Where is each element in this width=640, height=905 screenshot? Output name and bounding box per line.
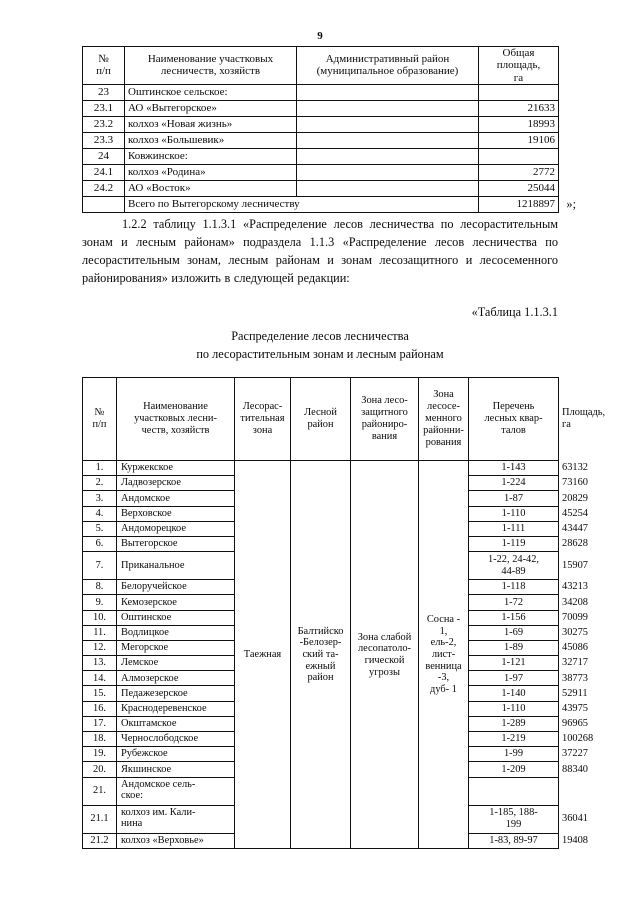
cell-number: 19. [83, 747, 117, 762]
cell-district [297, 148, 479, 164]
cell-quarters: 1-185, 188- 199 [469, 805, 559, 833]
cell-number: 10. [83, 610, 117, 625]
closing-quote-mark: »; [566, 197, 576, 211]
cell-number: 12. [83, 640, 117, 655]
table-body [83, 461, 594, 849]
header-cell-name: Наименование участковых лесни- честв, хозяйств [117, 378, 235, 461]
page-number: 9 [317, 30, 323, 42]
cell-name: Лемское [117, 656, 235, 671]
cell-number: 15. [83, 686, 117, 701]
table-row: 12. Мегорское 1-89 45086 [83, 640, 559, 655]
cell-protection-zoning: Зона слабой лесопатоло- гической угрозы [351, 461, 419, 849]
cell-district [297, 164, 479, 180]
table-row: 9. Кемозерское 1-72 34208 [83, 595, 559, 610]
table-row [83, 164, 559, 180]
cell-quarters [469, 777, 559, 805]
cell-name: колхоз «Большевик» [125, 132, 297, 148]
header-cell-number: № п/п [83, 378, 117, 461]
cell-quarters: 1-69 [469, 625, 559, 640]
cell-area: 2772 [479, 164, 559, 180]
cell-quarters: 1-83, 89-97 [469, 833, 559, 848]
cell-quarters: 1-118 [469, 580, 559, 595]
cell-district [297, 132, 479, 148]
header-cell-vegetation-zone: Лесорас- тительная зона [235, 378, 291, 461]
table-row: 18. Чернослободское 1-219 100268 [83, 732, 559, 747]
table-row: 14. Алмозерское 1-97 38773 [83, 671, 559, 686]
cell-quarters: 1-97 [469, 671, 559, 686]
cell-quarters: 1-99 [469, 747, 559, 762]
cell-number: 5. [83, 521, 117, 536]
cell-name: Якшинское [117, 762, 235, 777]
table-participating-forestries-continuation [82, 46, 559, 213]
cell-quarters: 1-140 [469, 686, 559, 701]
cell-name: АО «Восток» [125, 180, 297, 196]
cell-district [297, 84, 479, 100]
cell-quarters: 1-119 [469, 536, 559, 551]
cell-quarters: 1-143 [469, 461, 559, 476]
table-body [83, 84, 559, 212]
cell-number: 23 [83, 84, 125, 100]
cell-area: 25044 [479, 180, 559, 196]
table-row: 5. Андоморецкое 1-111 43447 [83, 521, 559, 536]
table-row: 4. Верховское 1-110 45254 [83, 506, 559, 521]
cell-number: 20. [83, 762, 117, 777]
cell-area: 18993 [479, 116, 559, 132]
cell-number: 11. [83, 625, 117, 640]
cell-name: Верховское [117, 506, 235, 521]
cell-number: 4. [83, 506, 117, 521]
cell-total-label: Всего по Вытегорскому лесничеству [125, 196, 479, 212]
cell-number: 21. [83, 777, 117, 805]
cell-name: АО «Вытегорское» [125, 100, 297, 116]
header-cell-protection-zoning: Зона лесо- защитного райониро- вания [351, 378, 419, 461]
cell-number: 6. [83, 536, 117, 551]
table-row: 17. Окштамское 1-289 96965 [83, 716, 559, 731]
cell-number: 16. [83, 701, 117, 716]
cell-district [297, 180, 479, 196]
cell-area [479, 84, 559, 100]
table-row [83, 100, 559, 116]
table-row: 3. Андомское 1-87 20829 [83, 491, 559, 506]
cell-number: 14. [83, 671, 117, 686]
table-header-row: № п/п Наименование участковых лесни- честв, хозяйств Лесорас- тительная зона Лесной район Зона лесо- защитного райониро- вания Зона лесосе- менного районни- рования Перечень лесных квар- талов Площадь, га [83, 378, 559, 461]
header-cell-seed-zoning: Зона лесосе- менного районни- рования [419, 378, 469, 461]
cell-name: Чернослободское [117, 732, 235, 747]
cell-area [479, 148, 559, 164]
cell-number: 21.1 [83, 805, 117, 833]
cell-name: Ладвозерское [117, 476, 235, 491]
cell-quarters: 1-110 [469, 701, 559, 716]
table-title: Распределение лесов лесничества по лесорастительным зонам и лесным районам [196, 329, 444, 362]
cell-name: Ковжинское: [125, 148, 297, 164]
cell-vegetation-zone: Таежная [235, 461, 291, 849]
table-row: 19. Рубежское 1-99 37227 [83, 747, 559, 762]
cell-number: 8. [83, 580, 117, 595]
cell-name: Мегорское [117, 640, 235, 655]
cell-number: 7. [83, 552, 117, 580]
table-row: 6. Вытегорское 1-119 28628 [83, 536, 559, 551]
table-forest-distribution [82, 377, 606, 849]
cell-number: 2. [83, 476, 117, 491]
cell-name: Андомское сель- ское: [117, 777, 235, 805]
header-cell-district: Административный район (муниципальное образование) [297, 47, 479, 85]
cell-name: Оштинское [117, 610, 235, 625]
table-row: 1. Куржекское Таежная Балтийско -Белозер- ский та- ежный район Зона слабой лесопатоло- гической угрозы Сосна - 1, ель-2, лист- венница -3, дуб- 1 1-143 63132 [83, 461, 559, 476]
table-row [83, 132, 559, 148]
cell-name: Приканальное [117, 552, 235, 580]
cell-quarters: 1-87 [469, 491, 559, 506]
cell-name: Алмозерское [117, 671, 235, 686]
cell-number: 23.1 [83, 100, 125, 116]
cell-name: колхоз «Родина» [125, 164, 297, 180]
cell-number: 3. [83, 491, 117, 506]
header-cell-area: Общая площадь, га [479, 47, 559, 85]
cell-district [297, 100, 479, 116]
cell-name: Кемозерское [117, 595, 235, 610]
cell-number: 23.2 [83, 116, 125, 132]
header-cell-forest-region: Лесной район [291, 378, 351, 461]
table-row: 7. Приканальное 1-22, 24-42, 44-89 15907 [83, 552, 559, 580]
table-row: 20. Якшинское 1-209 88340 [83, 762, 559, 777]
header-cell-quarters: Перечень лесных квар- талов [469, 378, 559, 461]
table-row: 21.2 колхоз «Верховье» 1-83, 89-97 19408 [83, 833, 559, 848]
cell-number: 18. [83, 732, 117, 747]
table-row [83, 116, 559, 132]
table-row [83, 148, 559, 164]
cell-number: 9. [83, 595, 117, 610]
cell-quarters: 1-111 [469, 521, 559, 536]
cell-number: 1. [83, 461, 117, 476]
cell-name: Андомское [117, 491, 235, 506]
cell-quarters: 1-72 [469, 595, 559, 610]
cell-number: 23.3 [83, 132, 125, 148]
cell-number: 21.2 [83, 833, 117, 848]
table-row: 16. Краснодеревенское 1-110 43975 [83, 701, 559, 716]
cell-name: Краснодеревенское [117, 701, 235, 716]
cell-name: Рубежское [117, 747, 235, 762]
cell-name: колхоз «Верховье» [117, 833, 235, 848]
cell-number: 24.1 [83, 164, 125, 180]
table-row: 10. Оштинское 1-156 70099 [83, 610, 559, 625]
amendment-paragraph: 1.2.2 таблицу 1.1.3.1 «Распределение лесов лесничества по лесорастительным зонам и лесным районам» подраздела 1.1.3 «Распределение лесов лесничества по лесорастительным зонам, лесным районам и зонам лесозащитного и лесосеменного районирования» изложить в следующей редакции: [82, 217, 558, 285]
cell-name: Андоморецкое [117, 521, 235, 536]
table-row: 11. Водлицкое 1-69 30275 [83, 625, 559, 640]
table-row: 8. Белоручейское 1-118 43213 [83, 580, 559, 595]
cell-quarters: 1-224 [469, 476, 559, 491]
cell-quarters: 1-209 [469, 762, 559, 777]
cell-quarters: 1-289 [469, 716, 559, 731]
table-row: 21.1 колхоз им. Кали- нина 1-185, 188- 199 36041 [83, 805, 559, 833]
table-reference-label: «Таблица 1.1.3.1 [471, 305, 558, 319]
cell-name: Белоручейское [117, 580, 235, 595]
cell-area: 19106 [479, 132, 559, 148]
cell-total-area: 1218897 [479, 196, 559, 212]
cell-seed-zoning: Сосна - 1, ель-2, лист- венница -3, дуб- 1 [419, 461, 469, 849]
table-row: 13. Лемское 1-121 32717 [83, 656, 559, 671]
table-row [83, 180, 559, 196]
cell-forest-region: Балтийско -Белозер- ский та- ежный район [291, 461, 351, 849]
cell-number: 13. [83, 656, 117, 671]
cell-name: Окштамское [117, 716, 235, 731]
cell-quarters: 1-121 [469, 656, 559, 671]
cell-name: Водлицкое [117, 625, 235, 640]
cell-quarters: 1-219 [469, 732, 559, 747]
cell-district [297, 116, 479, 132]
cell-name: Оштинское сельское: [125, 84, 297, 100]
table-row: 2. Ладвозерское 1-224 73160 [83, 476, 559, 491]
cell-name: колхоз «Новая жизнь» [125, 116, 297, 132]
cell-number: 17. [83, 716, 117, 731]
header-cell-name: Наименование участковых лесничеств, хозяйств [125, 47, 297, 85]
cell-quarters: 1-22, 24-42, 44-89 [469, 552, 559, 580]
cell-number: 24.2 [83, 180, 125, 196]
cell-name: Вытегорское [117, 536, 235, 551]
cell-area: 21633 [479, 100, 559, 116]
cell-name: Педажезерское [117, 686, 235, 701]
cell-number: 24 [83, 148, 125, 164]
cell-name: Куржекское [117, 461, 235, 476]
cell-quarters: 1-110 [469, 506, 559, 521]
cell-quarters: 1-156 [469, 610, 559, 625]
header-cell-number: № п/п [83, 47, 125, 85]
cell-name: колхоз им. Кали- нина [117, 805, 235, 833]
table-row: 15. Педажезерское 1-140 52911 [83, 686, 559, 701]
table-row [83, 84, 559, 100]
cell-quarters: 1-89 [469, 640, 559, 655]
